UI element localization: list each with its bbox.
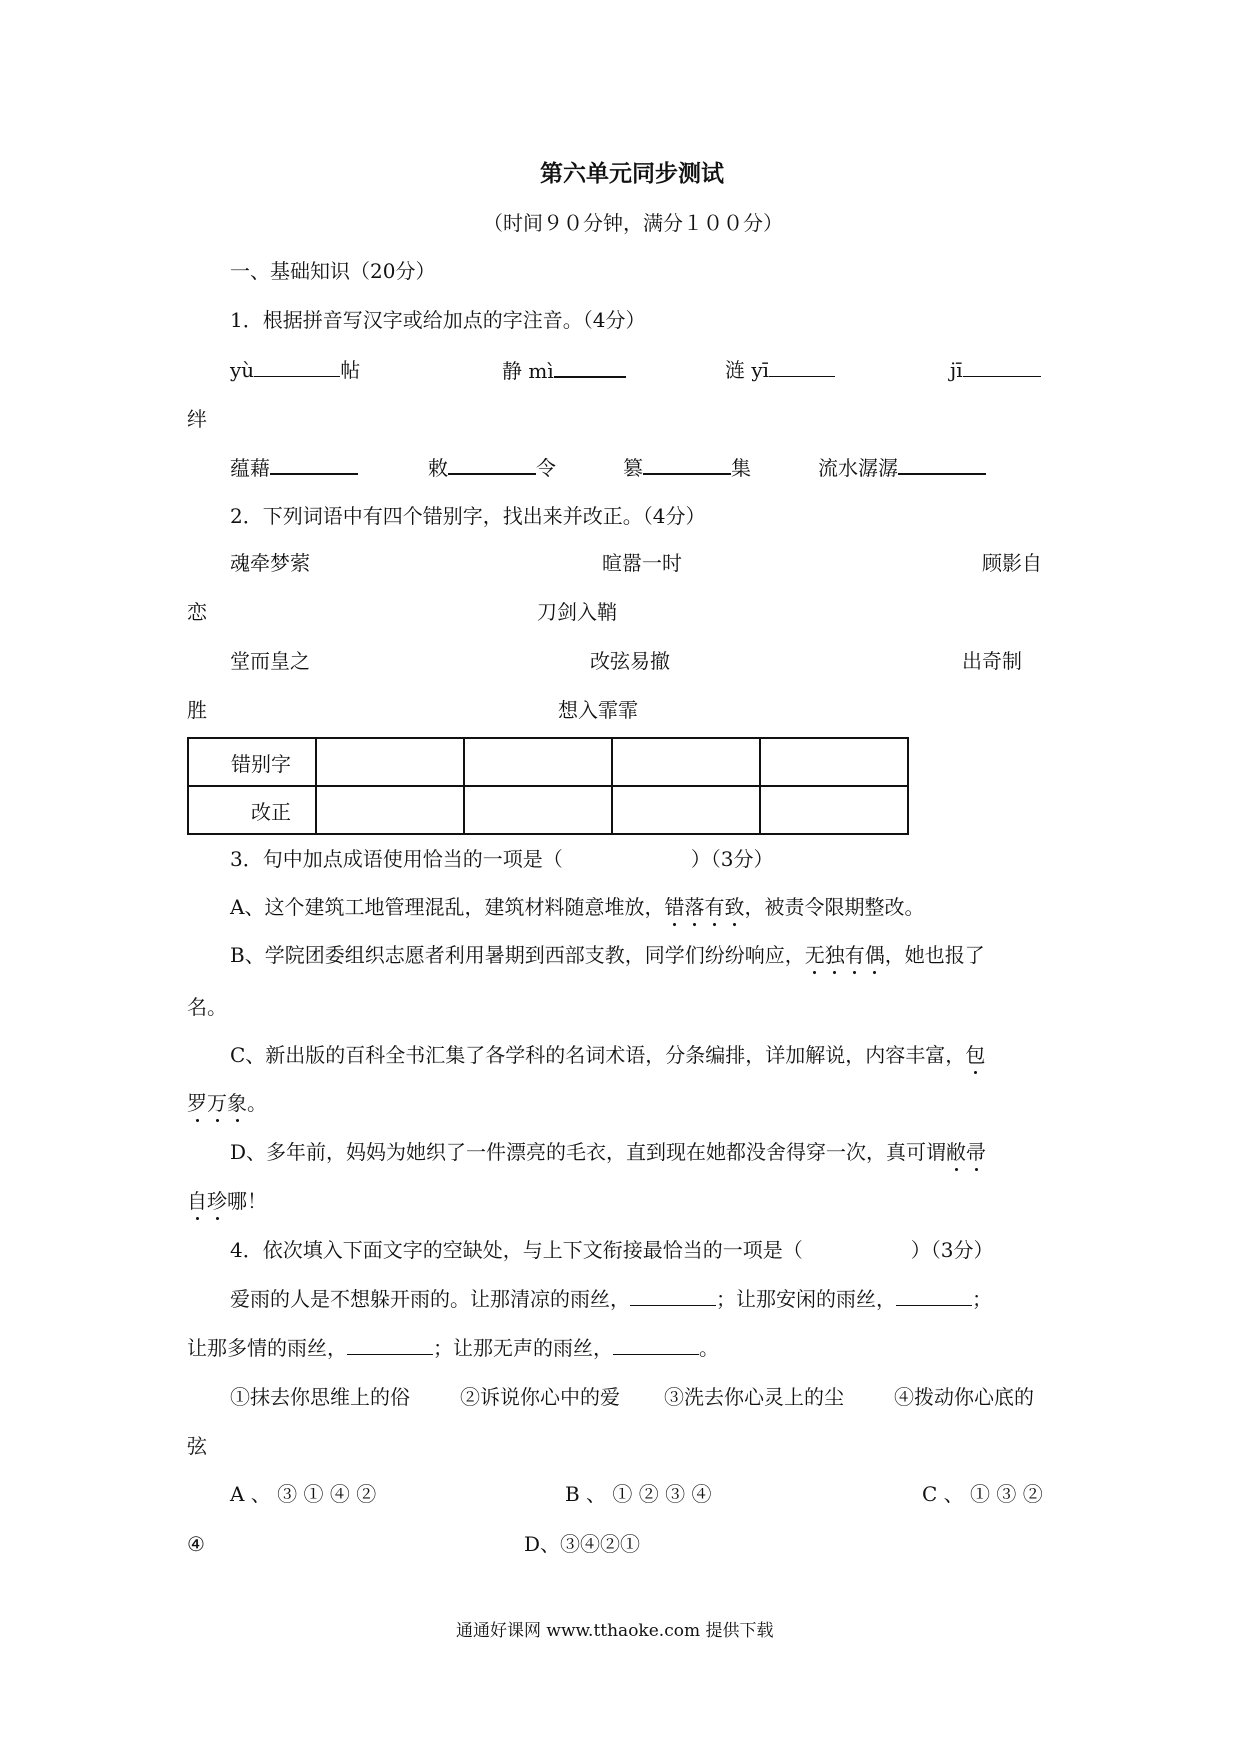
answer-cell[interactable] [464,786,612,834]
page-title: 第六单元同步测试 [540,160,724,187]
q2-word-2: 暄嚣一时 [602,551,682,575]
q3-option-c: C、新出版的百科全书汇集了各学科的名词术语，分条编排，详加解说，内容丰富，包 [230,1043,986,1067]
q4-choice-c-wrap: ④ [187,1532,205,1556]
q2-word-7-wrap: 胜 [187,698,207,722]
emphasis-character: 独 [824,943,845,967]
q2-word-1: 魂牵梦萦 [230,551,310,575]
emphasis-character: 罗 [187,1091,207,1115]
q2-word-4: 刀剑入鞘 [537,600,617,624]
q2-word-5: 堂而皇之 [230,649,310,673]
q3-option-c-wrap: 罗万象。 [187,1091,267,1115]
dotted-idiom [664,895,744,919]
dotted-idiom [187,1189,227,1213]
dotted-idiom [965,1043,985,1067]
q2-word-6: 改弦易撤 [590,649,670,673]
correction-table [187,737,909,835]
dotted-idiom [805,943,885,967]
question-4-stem: 4．依次填入下面文字的空缺处，与上下文衔接最恰当的一项是（ ）（3分） [230,1238,994,1262]
q2-word-3: 顾影自 [982,551,1042,575]
q4-phrase-2: ②诉说你心中的爱 [460,1385,620,1409]
q1-item-1: yù 帖 [230,358,361,382]
dotted-idiom [946,1140,986,1164]
q2-word-3-wrap: 恋 [187,600,207,624]
q4-choice-c: C 、 ① ③ ② [922,1482,1043,1506]
answer-cell[interactable] [464,738,612,786]
answer-cell[interactable] [316,786,464,834]
answer-cell[interactable] [316,738,464,786]
q3-option-d-wrap: 自珍哪！ [187,1189,267,1213]
q1-item-5: 蕴藉 [230,453,358,482]
q1-item-4-wrap: 绊 [187,407,207,431]
q4-passage-line-1: 爱雨的人是不想躲开雨的。让那清凉的雨丝， ；让那安闲的雨丝， ； [230,1287,992,1311]
question-2-stem: 2．下列词语中有四个错别字，找出来并改正。（4分） [230,504,706,528]
q4-choice-b: B 、 ① ② ③ ④ [565,1482,712,1506]
q1-item-7: 篡 集 [623,453,751,482]
q3-option-b: B、学院团委组织志愿者利用暑期到西部支教，同学们纷纷响应，无独有偶，她也报了 [230,943,985,967]
emphasis-character: 落 [684,895,705,919]
answer-cell[interactable] [760,738,908,786]
q2-word-8: 想入霏霏 [558,698,638,722]
emphasis-character: 致 [724,895,745,919]
emphasis-character: 包 [965,1043,986,1067]
q1-item-4: jī [950,356,1041,384]
emphasis-character: 有 [844,943,865,967]
q1-item-8: 流水潺潺 [818,453,986,482]
section-heading: 一、基础知识（20分） [230,259,436,283]
q4-phrase-4: ④拨动你心底的 [894,1385,1034,1409]
q4-phrase-3: ③洗去你心灵上的尘 [664,1385,844,1409]
q4-passage-line-2: 让那多情的雨丝， ；让那无声的雨丝， 。 [187,1336,719,1360]
emphasis-character: 有 [704,895,725,919]
table-row [188,786,908,834]
emphasis-character: 错 [664,895,685,919]
emphasis-character: 偶 [864,943,885,967]
question-1-stem: 1．根据拼音写汉字或给加点的字注音。（4分） [230,308,646,332]
q1-item-3: 涟 yī [725,356,835,384]
q4-choice-a: A 、 ③ ① ④ ② [230,1482,377,1506]
page-subtitle: （时间９０分钟，满分１００分） [483,211,783,235]
question-3-stem: 3．句中加点成语使用恰当的一项是（ ）（3分） [230,847,774,871]
q3-option-a: A、这个建筑工地管理混乱，建筑材料随意堆放，错落有致，被责令限期整改。 [230,895,925,919]
table-header-correct: 改正 [188,786,316,834]
table-row [188,738,908,786]
dotted-idiom [187,1091,247,1115]
q1-item-2: 静 mì [502,356,626,385]
page-footer: 通通好课网 www.tthaoke.com 提供下载 [456,1621,774,1641]
q4-phrase-1: ①抹去你思维上的俗 [230,1385,410,1409]
q1-item-6: 敕 令 [428,453,556,482]
q4-phrase-4-wrap: 弦 [187,1434,207,1458]
emphasis-character: 自 [187,1189,207,1213]
emphasis-character: 无 [804,943,825,967]
table-header-wrong: 错别字 [188,738,316,786]
emphasis-character: 帚 [966,1140,987,1164]
answer-cell[interactable] [760,786,908,834]
emphasis-character: 象 [227,1091,247,1115]
emphasis-character: 珍 [207,1189,227,1213]
emphasis-character: 万 [207,1091,227,1115]
q2-word-7: 出奇制 [962,649,1022,673]
q3-option-d: D、多年前，妈妈为她织了一件漂亮的毛衣，直到现在她都没舍得穿一次，真可谓敝帚 [230,1140,987,1164]
emphasis-character: 敝 [946,1140,967,1164]
answer-cell[interactable] [612,786,760,834]
q4-choice-d: D、③④②① [524,1532,641,1556]
q3-option-b-wrap: 名。 [187,995,227,1019]
answer-cell[interactable] [612,738,760,786]
